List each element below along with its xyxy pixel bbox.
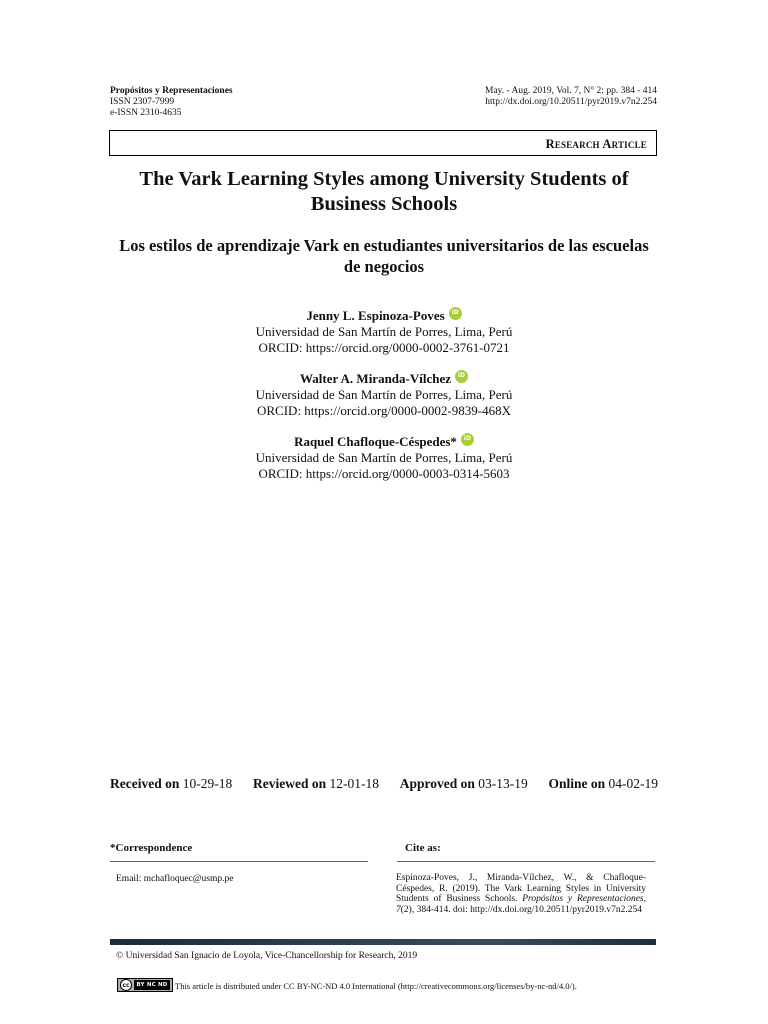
journal-header-left xyxy=(110,86,233,119)
cite-label: Cite as: xyxy=(405,842,441,854)
paper-subtitle: Los estilos de aprendizaje Vark en estudiantes universitarios de las escuelas de negocios xyxy=(119,236,649,276)
cite-divider xyxy=(397,861,655,862)
author-list xyxy=(109,308,659,497)
author-orcid-link[interactable]: ORCID: https://orcid.org/0000-0003-0314-5603 xyxy=(258,466,510,481)
author-name: Jenny L. Espinoza-Poves xyxy=(306,308,445,323)
publication-dates xyxy=(110,776,658,792)
journal-eissn: e-ISSN 2310-4635 xyxy=(110,108,182,118)
author-entry xyxy=(109,371,659,419)
author-name: Raquel Chafloque-Céspedes* xyxy=(294,434,457,449)
citation-text: Espinoza-Poves, J., Miranda-Vílchez, W., & Chafloque-Céspedes, R. (2019). The Vark Learning Styles in University Students of Business Schools. Propósitos y Representaciones, 7(2), 384-414. doi: http://dx.doi.org/10.20511/pyr2019.v7n2.254 xyxy=(396,873,646,915)
journal-header-right xyxy=(485,86,657,108)
journal-doi-link[interactable]: http://dx.doi.org/10.20511/pyr2019.v7n2.254 xyxy=(485,97,657,107)
orcid-icon[interactable]: iD xyxy=(461,433,474,446)
cc-circle-icon: cc xyxy=(120,979,132,991)
article-type-label: Research Article xyxy=(545,137,647,151)
author-affiliation: Universidad de San Martín de Porres, Lima, Perú xyxy=(255,450,513,465)
author-entry xyxy=(109,308,659,356)
orcid-icon[interactable]: iD xyxy=(449,307,462,320)
author-entry xyxy=(109,434,659,482)
correspondence-email[interactable]: Email: mchafloquec@usmp.pe xyxy=(116,874,234,884)
journal-issue: May. - Aug. 2019, Vol. 7, N° 2: pp. 384 - 414 xyxy=(485,86,657,96)
orcid-icon[interactable]: iD xyxy=(455,370,468,383)
reviewed-date: Reviewed on 12-01-18 xyxy=(252,776,379,791)
author-name: Walter A. Miranda-Vílchez xyxy=(299,371,452,386)
online-date: Online on 04-02-19 xyxy=(548,776,658,791)
cc-license-icon[interactable] xyxy=(117,978,173,992)
paper-title: The Vark Learning Styles among University Students of Business Schools xyxy=(139,168,629,215)
copyright-notice: © Universidad San Ignacio de Loyola, Vice-Chancellorship for Research, 2019 xyxy=(116,951,418,961)
citation-journal: Propósitos y Representaciones, 7 xyxy=(396,894,646,915)
author-affiliation: Universidad de San Martín de Porres, Lima, Perú xyxy=(255,387,513,402)
footer-divider-bar xyxy=(110,939,656,945)
author-orcid-link[interactable]: ORCID: https://orcid.org/0000-0002-9839-468X xyxy=(257,403,511,418)
correspondence-label: *Correspondence xyxy=(110,842,193,854)
license-text: This article is distributed under CC BY-NC-ND 4.0 International (http://creativecommons.org/licenses/by-nc-nd/4.0/). xyxy=(175,981,577,991)
correspondence-divider xyxy=(110,861,368,862)
journal-name: Propósitos y Representaciones xyxy=(110,86,233,96)
approved-date: Approved on 03-13-19 xyxy=(399,776,528,791)
article-type-box xyxy=(109,130,657,156)
author-orcid-link[interactable]: ORCID: https://orcid.org/0000-0002-3761-0721 xyxy=(258,340,510,355)
received-date: Received on 10-29-18 xyxy=(110,776,233,791)
author-affiliation: Universidad de San Martín de Porres, Lima, Perú xyxy=(255,324,513,339)
journal-issn: ISSN 2307-7999 xyxy=(110,97,175,107)
cc-terms-label: BY NC ND xyxy=(134,980,170,990)
